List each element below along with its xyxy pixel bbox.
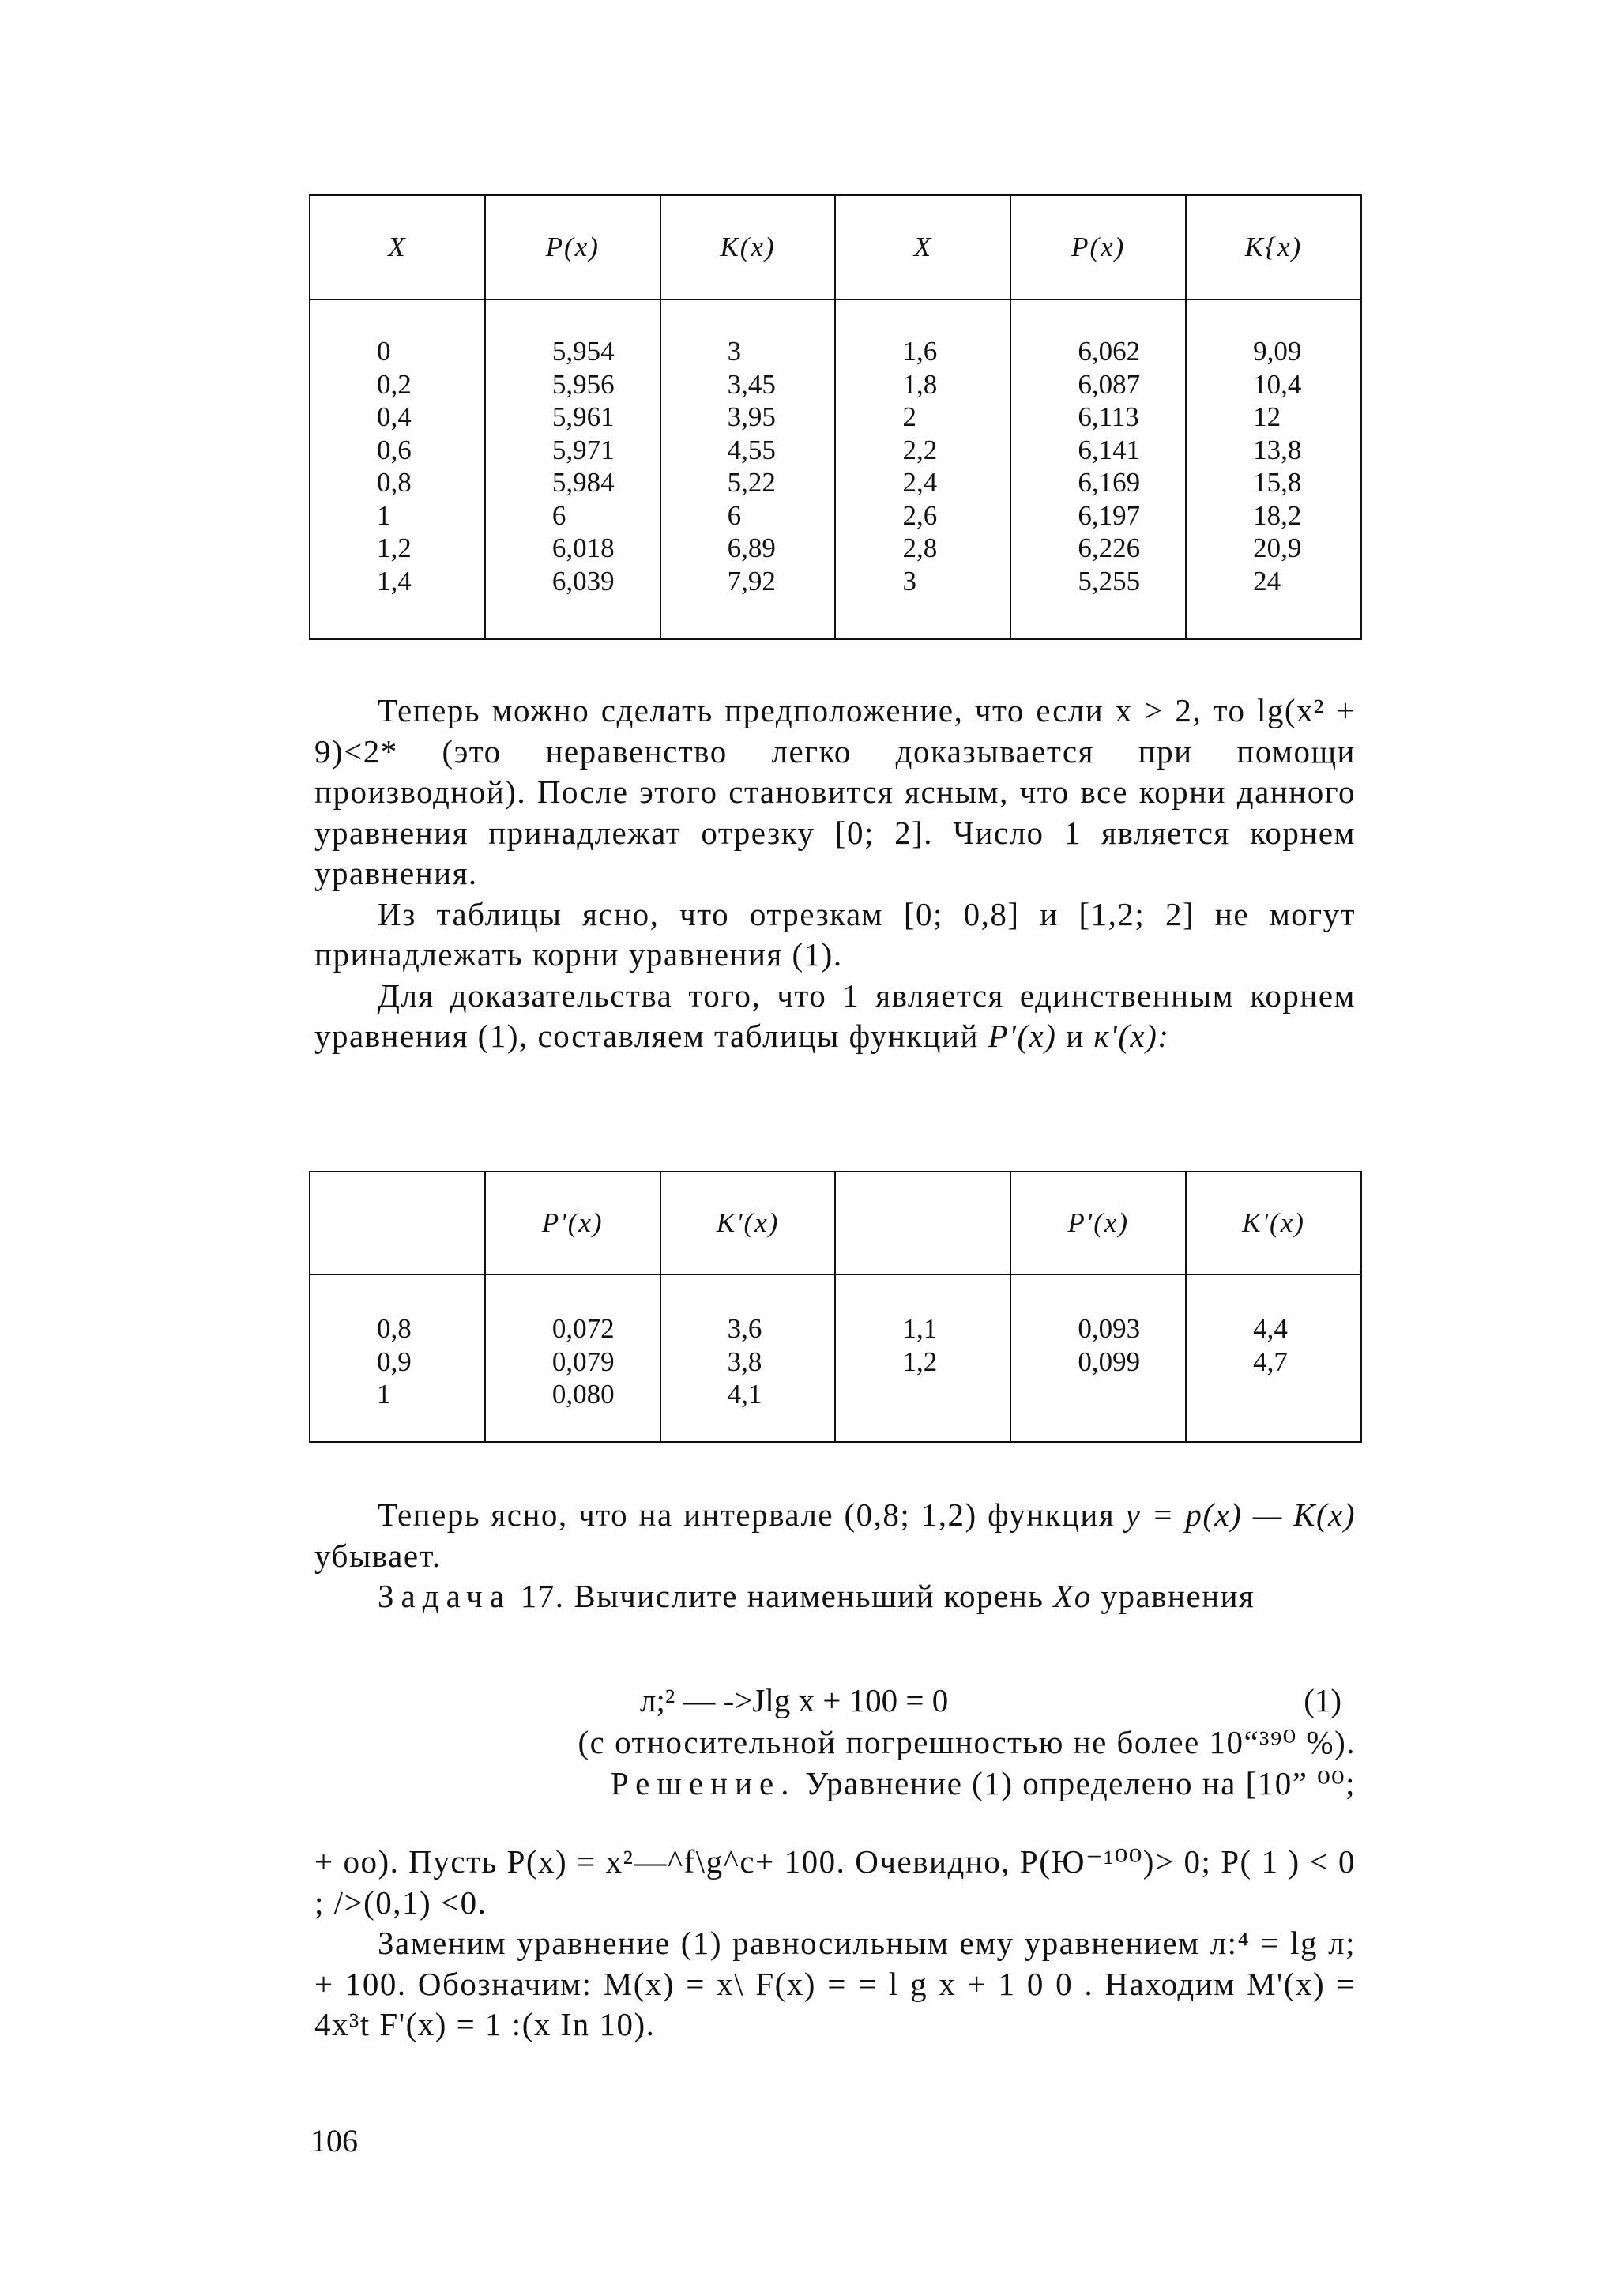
cell-value: 10,4: [1253, 368, 1302, 400]
function-name: к'(x):: [1093, 1018, 1170, 1054]
cell-value: 6,169: [1078, 467, 1141, 498]
equation-number: (1): [1304, 1682, 1341, 1718]
cell-values: [836, 1275, 1010, 1378]
cell-value: 2,2: [902, 434, 938, 465]
paragraph: [314, 1495, 1356, 1576]
cell-value: 6,039: [551, 565, 615, 597]
cell-value: 6,89: [727, 533, 776, 563]
header-cell: P(x): [1010, 195, 1186, 299]
table-cell: [1010, 1274, 1186, 1442]
table-cell: [485, 1274, 660, 1442]
paragraph-text: уравнения: [1101, 1578, 1255, 1614]
cell-value: 6,226: [1078, 533, 1141, 563]
cell-value: 1,4: [377, 565, 412, 597]
cell-value: 7,92: [727, 565, 776, 597]
cell-value: 6,087: [1078, 368, 1141, 400]
variable: Xo: [1053, 1578, 1092, 1614]
cell-value: 3,95: [727, 401, 776, 432]
solution-label: Решение.: [610, 1764, 796, 1801]
values-table: [309, 194, 1362, 640]
cell-value: 18,2: [1253, 499, 1302, 531]
header-cell: X: [310, 195, 485, 299]
body-text-block: [314, 1722, 1356, 1804]
cell-value: 3: [902, 565, 916, 597]
cell-value: 5,984: [551, 467, 615, 498]
cell-values: [486, 1275, 660, 1411]
header-cell: [835, 1172, 1010, 1274]
cell-value: 4,1: [727, 1379, 762, 1410]
table-body-row: [310, 299, 1361, 639]
cell-value: 5,956: [551, 368, 615, 400]
cell-value: 3,8: [727, 1346, 762, 1377]
cell-value: 2: [902, 401, 916, 432]
cell-value: 0,072: [551, 1313, 615, 1344]
paragraph-text: Теперь ясно, что на интервале (0,8; 1,2) функция: [378, 1496, 1116, 1533]
cell-values: [1011, 1275, 1185, 1378]
cell-value: 5,22: [727, 467, 776, 498]
body-text-block: [314, 1842, 1356, 2046]
header-cell: P(x): [485, 195, 660, 299]
table-cell: [1010, 299, 1186, 639]
table-cell: [835, 1274, 1010, 1442]
cell-value: 0,080: [551, 1379, 615, 1410]
cell-value: 6,062: [1078, 336, 1141, 367]
cell-value: 4,4: [1253, 1313, 1288, 1344]
table-header-row: [310, 1172, 1361, 1274]
cell-values: [310, 300, 484, 597]
cell-value: 0,6: [377, 434, 412, 465]
cell-value: 4,7: [1253, 1346, 1288, 1377]
cell-value: 5,961: [551, 401, 615, 432]
cell-value: 0: [377, 336, 391, 367]
cell-value: 5,971: [551, 434, 615, 465]
problem-label: Задача: [378, 1578, 511, 1614]
paragraph: Теперь можно сделать предположение, что если x > 2, то lg(x² + 9)<2* (это неравенство легко доказывается при помощи производной). После этого становится ясным, что все корни данного уравнения принадлежат отрезку [0; 2]. Число 1 является корнем уравнения.: [314, 692, 1356, 891]
header-cell: P'(x): [485, 1172, 660, 1274]
cell-value: 2,4: [902, 467, 938, 498]
header-cell: [310, 1172, 485, 1274]
paragraph-text: Уравнение (1) определено на [10” ⁰⁰;: [805, 1764, 1356, 1801]
table-cell: [660, 299, 836, 639]
cell-value: 3,45: [727, 368, 776, 400]
cell-value: 15,8: [1253, 467, 1302, 498]
cell-values: [661, 300, 835, 597]
header-cell: K{x): [1186, 195, 1361, 299]
cell-value: 1,2: [377, 533, 412, 563]
header-cell: P'(x): [1010, 1172, 1186, 1274]
cell-values: [1187, 300, 1360, 597]
cell-value: 1,1: [902, 1313, 938, 1344]
cell-value: 0,079: [551, 1346, 615, 1377]
cell-value: 12: [1253, 401, 1281, 432]
body-text-block: [314, 1495, 1356, 1617]
cell-value: 6,018: [551, 533, 615, 563]
cell-value: 13,8: [1253, 434, 1302, 465]
table-cell: [485, 299, 660, 639]
paragraph-text: Для доказательства того, что 1 является единственным корнем уравнения (1), составляем таблицы функций: [314, 977, 1356, 1054]
table-body-row: [310, 1274, 1361, 1442]
cell-value: 1,8: [902, 368, 938, 400]
page-number: 106: [310, 2123, 358, 2159]
cell-value: 6,197: [1078, 499, 1141, 531]
cell-value: 6,141: [1078, 434, 1141, 465]
cell-value: 2,6: [902, 499, 938, 531]
cell-value: 1,6: [902, 336, 938, 367]
cell-value: 6,113: [1078, 401, 1139, 432]
table-cell: [1186, 1274, 1361, 1442]
table-cell: [310, 299, 485, 639]
cell-value: 1,2: [902, 1346, 938, 1377]
paragraph: Заменим уравнение (1) равносильным ему уравнением л:⁴ = lg л; + 100. Обозначим: M(x) = x\ F(x) = = l g x + 1 0 0 . Находим M'(x) = 4x³t F'(x) = 1 :(x In 10).: [314, 1925, 1356, 2042]
header-cell: К(x): [660, 195, 836, 299]
cell-value: 1: [377, 1379, 391, 1410]
cell-value: 2,8: [902, 533, 938, 563]
cell-values: [1187, 1275, 1360, 1378]
paragraph: (с относительной погрешностью не более 10“³⁹⁰ %).: [578, 1724, 1356, 1760]
paragraph: [314, 1576, 1356, 1617]
expression: y = p(x) — K(x): [1125, 1496, 1356, 1533]
table-header-row: [310, 195, 1361, 299]
cell-value: 9,09: [1253, 336, 1302, 367]
cell-values: [1011, 300, 1185, 597]
cell-value: 0,099: [1078, 1346, 1141, 1377]
table-cell: [660, 1274, 836, 1442]
cell-value: 0,8: [377, 1313, 412, 1344]
cell-values: [661, 1275, 835, 1411]
equation: л;² — ->Jlg x + 100 = 0: [640, 1682, 949, 1718]
cell-value: 0,8: [377, 467, 412, 498]
paragraph-text: 17. Вычислите наименьший корень: [520, 1578, 1044, 1614]
cell-value: 1: [377, 499, 391, 531]
conjunction: и: [1066, 1018, 1085, 1054]
cell-value: 5,255: [1078, 565, 1141, 597]
derivatives-table: [309, 1171, 1362, 1443]
table-cell: [310, 1274, 485, 1442]
function-name: P'(x): [988, 1018, 1057, 1054]
cell-value: 0,4: [377, 401, 412, 432]
header-cell: K'(x): [1186, 1172, 1361, 1274]
cell-value: 0,9: [377, 1346, 412, 1377]
paragraph: [314, 976, 1356, 1057]
cell-value: 0,093: [1078, 1313, 1141, 1344]
cell-value: 6: [727, 499, 742, 531]
paragraph: + oo). Пусть P(x) = x²—^f\g^c+ 100. Очевидно, P(Ю⁻¹⁰⁰)> 0; P( 1 ) < 0 ; />(0,1) <0.: [314, 1843, 1356, 1921]
cell-value: 20,9: [1253, 533, 1302, 563]
table-cell: [1186, 299, 1361, 639]
paragraph-text: убывает.: [314, 1537, 442, 1574]
cell-value: 0,2: [377, 368, 412, 400]
cell-values: [486, 300, 660, 597]
cell-value: 4,55: [727, 434, 776, 465]
cell-value: 24: [1253, 565, 1281, 597]
cell-value: 6: [551, 499, 566, 531]
body-text-block: [314, 691, 1356, 1057]
header-cell: K'(x): [660, 1172, 836, 1274]
cell-value: 5,954: [551, 336, 615, 367]
cell-values: [310, 1275, 484, 1411]
paragraph: [314, 1763, 1356, 1805]
table-cell: [835, 299, 1010, 639]
paragraph: Из таблицы ясно, что отрезкам [0; 0,8] и [1,2; 2] не могут принадлежать корни уравнения (1).: [314, 895, 1356, 973]
cell-value: 3,6: [727, 1313, 762, 1344]
cell-value: 3: [727, 336, 742, 367]
header-cell: X: [835, 195, 1010, 299]
cell-values: [836, 300, 1010, 597]
